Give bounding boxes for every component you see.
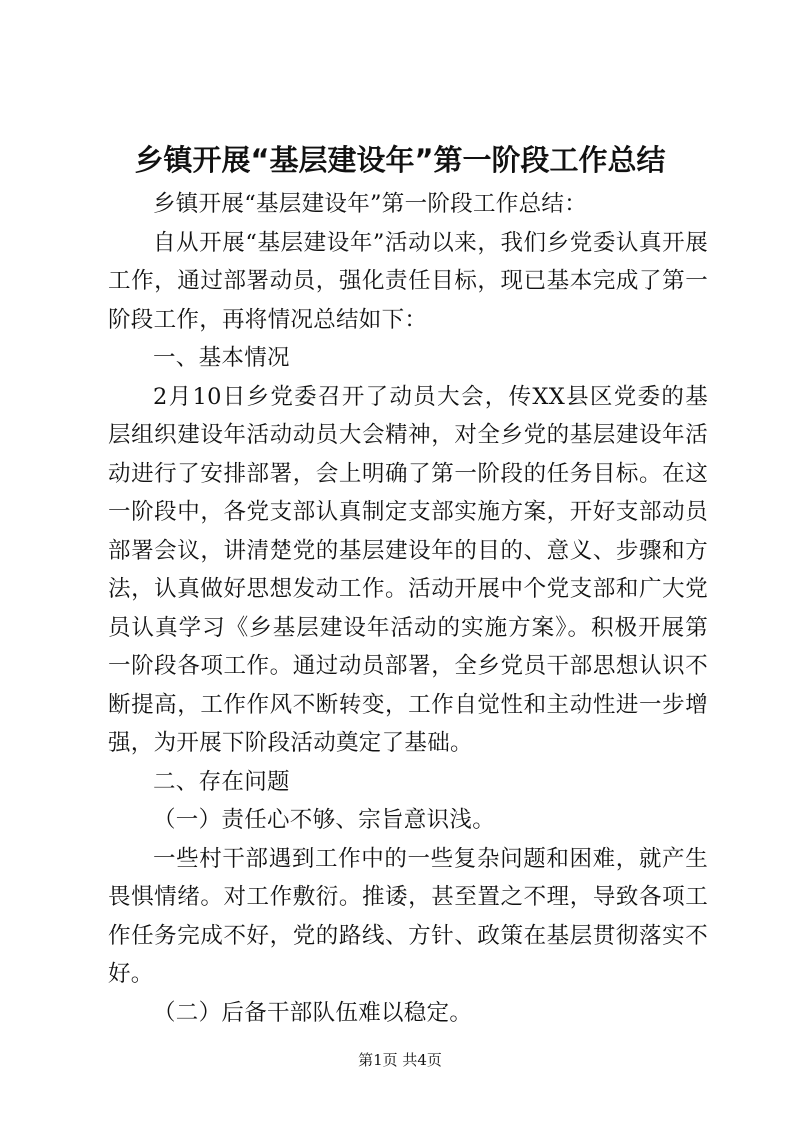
intro-paragraph: 自从开展“基层建设年”活动以来，我们乡党委认真开展工作，通过部署动员，强化责任目标，现已基本完成了第一阶段工作，再将情况总结如下： (108, 229, 708, 333)
document-title: 乡镇开展“基层建设年”第一阶段工作总结 (134, 143, 666, 177)
basic-situation-paragraph: 2月10日乡党委召开了动员大会，传XX县区党委的基层组织建设年活动动员大会精神，对全乡党的基层建设年活动进行了安排部署，会上明确了第一阶段的任务目标。在这一阶段中，各党支部认真制定支部实施方案，开好支部动员部署会议，讲清楚党的基层建设年的目的、意义、步骤和方法，认真做好思想发动工作。活动开展中个党支部和广大党员认真学习《乡基层建设年活动的实施方案》。积极开展第一阶段各项工作。通过动员部署，全乡党员干部思想认识不断提高，工作作风不断转变，工作自觉性和主动性进一步增强，为开展下阶段活动奠定了基础。 (108, 383, 708, 756)
subheading-responsibility: （一）责任心不够、宗旨意识浅。 (153, 807, 496, 833)
subheading-reserve-cadres: （二）后备干部队伍难以稳定。 (153, 999, 473, 1026)
intro-heading-paragraph: 乡镇开展“基层建设年”第一阶段工作总结： (153, 191, 588, 217)
section-heading-basic-situation: 一、基本情况 (153, 345, 290, 371)
responsibility-paragraph: 一些村干部遇到工作中的一些复杂问题和困难，就产生畏惧情绪。对工作敷衍。推诿，甚至置之不理，导致各项工作任务完成不好，党的路线、方针、政策在基层贯彻落实不好。 (108, 845, 708, 987)
document-body (108, 185, 708, 1032)
page-number-footer: 第1页 共4页 (358, 1051, 442, 1069)
section-heading-existing-problems: 二、存在问题 (153, 768, 290, 795)
